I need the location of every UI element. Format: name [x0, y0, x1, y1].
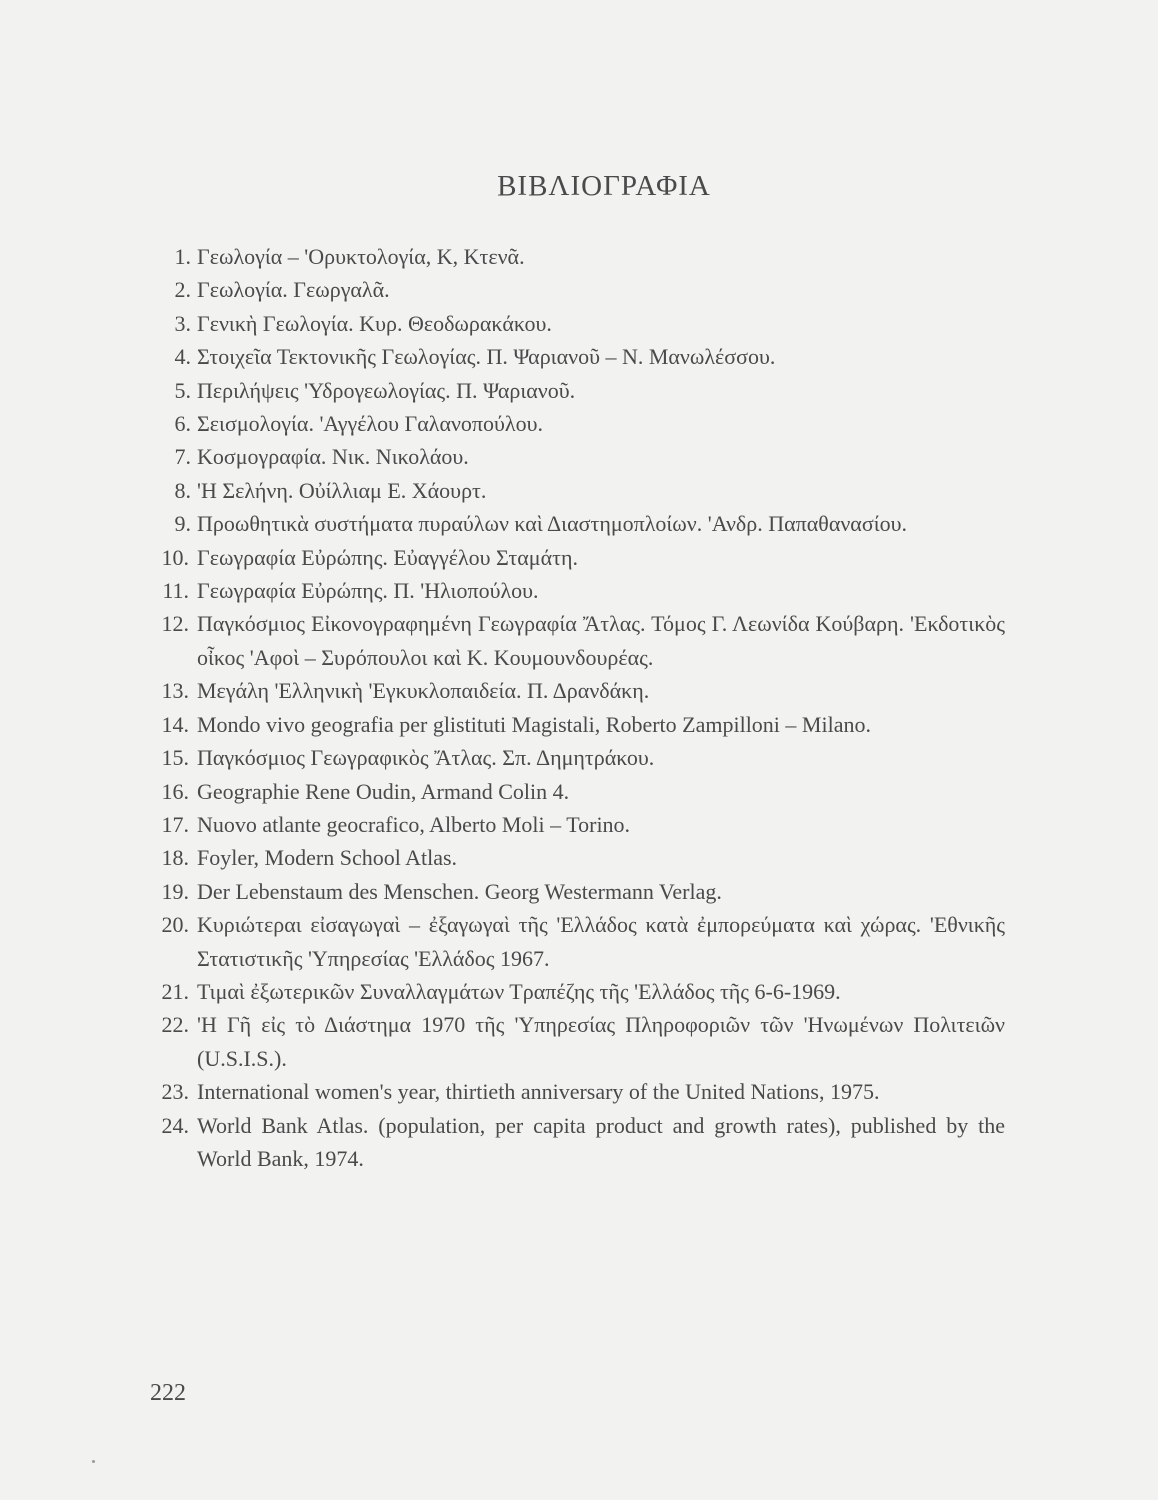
page-number: 222 — [150, 1380, 186, 1406]
entry-number: 22. — [161, 1012, 189, 1038]
bibliography-entry — [150, 574, 1005, 607]
entry-text: Γεωλογία – 'Ορυκτολογία, Κ, Κτενᾶ. — [197, 244, 525, 269]
bibliography-list — [150, 240, 1005, 1175]
bibliography-entry — [150, 607, 1005, 674]
entry-text: International women's year, thirtieth anniversary of the United Nations, 1975. — [197, 1079, 880, 1105]
entry-text: Nuovo atlante geocrafico, Alberto Moli – Torino. — [197, 811, 631, 837]
bibliography-entry — [150, 273, 1005, 306]
print-speck — [92, 1460, 95, 1463]
entry-text: 'Η Γῆ εἰς τὸ Διάστημα 1970 τῆς 'Υπηρεσίας Πληροφοριῶν τῶν 'Ηνωμένων Πολιτειῶν (U.S.I.S.). — [197, 1012, 1005, 1071]
entry-number: 16. — [161, 778, 189, 804]
entry-number: 17. — [161, 811, 189, 837]
bibliography-entry — [150, 374, 1005, 407]
bibliography-entry — [150, 808, 1005, 841]
bibliography-entry — [150, 875, 1005, 908]
bibliography-entry — [150, 307, 1005, 340]
entry-text: World Bank Atlas. (population, per capita product and growth rates), published by the World Bank, 1974. — [197, 1112, 1005, 1171]
bibliography-entry — [150, 407, 1005, 440]
entry-text: Κυριώτεραι εἰσαγωγαὶ – ἐξαγωγαὶ τῆς 'Ελλάδος κατὰ ἐμπορεύματα καὶ χώρας. 'Εθνικῆς Στατιστικῆς 'Υπηρεσίας 'Ελλάδος 1967. — [197, 912, 1005, 971]
bibliography-entry — [150, 975, 1005, 1008]
bibliography-entry — [150, 1109, 1005, 1176]
entry-number: 15. — [161, 745, 189, 771]
entry-text: Παγκόσμιος Γεωγραφικὸς Ἄτλας. Σπ. Δημητράκου. — [197, 745, 655, 771]
entry-text: Γεωγραφία Εὐρώπης. Π. 'Ηλιοπούλου. — [197, 578, 539, 604]
bibliography-entry — [150, 1008, 1005, 1075]
entry-text: Παγκόσμιος Εἰκονογραφημένη Γεωγραφία Ἄτλας. Τόμος Γ. Λεωνίδα Κούβαρη. 'Εκδοτικὸς οἶκος 'Αφοὶ – Συρόπουλοι καὶ Κ. Κουμουνδουρέας. — [197, 611, 1005, 670]
entry-number: 6. — [174, 411, 191, 437]
entry-number: 9. — [174, 511, 191, 537]
entry-number: 5. — [174, 377, 191, 403]
entry-number: 10. — [161, 544, 189, 570]
entry-text: Foyler, Modern School Atlas. — [197, 845, 458, 871]
entry-text: Γεωλογία. Γεωργαλᾶ. — [197, 277, 390, 303]
entry-number: 18. — [161, 845, 189, 871]
entry-text: Τιμαὶ ἐξωτερικῶν Συναλλαγμάτων Τραπέζης τῆς 'Ελλάδος τῆς 6-6-1969. — [197, 978, 841, 1004]
entry-number: 4. — [174, 344, 191, 370]
entry-text: Geographie Rene Oudin, Armand Colin 4. — [197, 778, 570, 804]
page-title: ΒΙΒΛΙΟΓΡΑΦΙΑ — [497, 170, 711, 202]
bibliography-entry — [150, 908, 1005, 975]
entry-text: Περιλήψεις 'Υδρογεωλογίας. Π. Ψαριανοῦ. — [197, 377, 576, 403]
entry-text: Μεγάλη 'Ελληνικὴ 'Εγκυκλοπαιδεία. Π. Δρανδάκη. — [197, 678, 650, 704]
entry-number: 12. — [161, 611, 189, 637]
entry-number: 1. — [174, 244, 191, 269]
bibliography-entry — [150, 708, 1005, 741]
entry-text: Γενικὴ Γεωλογία. Κυρ. Θεοδωρακάκου. — [197, 310, 552, 336]
bibliography-entry — [150, 474, 1005, 507]
entry-text: Στοιχεῖα Τεκτονικῆς Γεωλογίας. Π. Ψαριανοῦ – Ν. Μανωλέσσου. — [197, 344, 776, 370]
bibliography-entry — [150, 440, 1005, 473]
entry-text: 'Η Σελήνη. Οὐίλλιαμ Ε. Χάουρτ. — [197, 477, 487, 503]
entry-number: 7. — [174, 444, 191, 470]
bibliography-entry — [150, 841, 1005, 874]
entry-text: Γεωγραφία Εὐρώπης. Εὐαγγέλου Σταμάτη. — [197, 544, 578, 570]
entry-number: 19. — [161, 878, 189, 904]
bibliography-entry — [150, 674, 1005, 707]
bibliography-entry — [150, 541, 1005, 574]
bibliography-entry — [150, 507, 1005, 540]
bibliography-entry — [150, 775, 1005, 808]
entry-text: Mondo vivo geografia per glistituti Magistali, Roberto Zampilloni – Milano. — [197, 711, 871, 737]
entry-number: 2. — [174, 277, 191, 303]
entry-number: 3. — [174, 310, 191, 336]
entry-number: 14. — [161, 711, 189, 737]
entry-text: Κοσμογραφία. Νικ. Νικολάου. — [197, 444, 469, 470]
entry-number: 20. — [161, 912, 189, 938]
entry-number: 11. — [162, 578, 189, 604]
bibliography-entry — [150, 741, 1005, 774]
entry-number: 21. — [161, 978, 189, 1004]
entry-number: 23. — [161, 1079, 189, 1105]
bibliography-entry — [150, 240, 1005, 273]
entry-text: Σεισμολογία. 'Αγγέλου Γαλανοπούλου. — [197, 411, 543, 437]
entry-number: 13. — [161, 678, 189, 704]
entry-number: 8. — [174, 477, 191, 503]
entry-text: Προωθητικὰ συστήματα πυραύλων καὶ Διαστημοπλοίων. 'Ανδρ. Παπαθανασίου. — [197, 511, 908, 537]
entry-text: Der Lebenstaum des Menschen. Georg Westermann Verlag. — [197, 878, 722, 904]
entry-number: 24. — [161, 1112, 189, 1138]
bibliography-entry — [150, 1075, 1005, 1108]
bibliography-entry — [150, 340, 1005, 373]
